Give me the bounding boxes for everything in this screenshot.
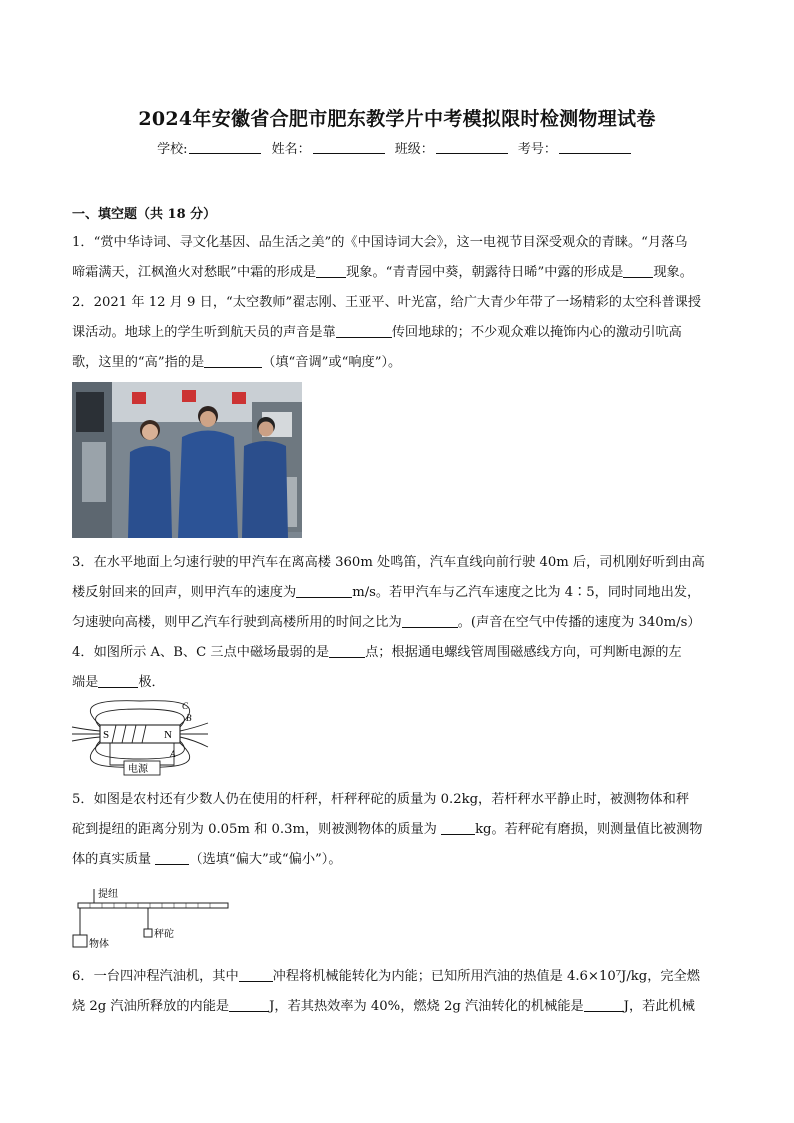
- section-heading: 一、填空题（共 18 分）: [72, 207, 217, 222]
- q5-line-2: [72, 815, 724, 845]
- q3-blank-1: [296, 584, 352, 598]
- question-2: [72, 288, 724, 378]
- q4-blank-2: [98, 674, 138, 688]
- q4-text-a: 4．如图所示 A、B、C 三点中磁场最弱的是: [72, 645, 330, 660]
- point-b-label: B: [186, 713, 192, 723]
- school-blank: [189, 141, 261, 154]
- q2-text-b: 课活动。地球上的学生听到航天员的声音是靠: [72, 325, 336, 340]
- q1-blank-1: [316, 264, 346, 278]
- object-label: 物体: [89, 939, 109, 950]
- name-label: 姓名：: [271, 142, 311, 157]
- q3-blank-2: [402, 614, 458, 628]
- pole-s-label: S: [103, 729, 110, 741]
- q6-text-e: J，若此机械: [623, 999, 695, 1014]
- question-3: [72, 548, 724, 638]
- q2-line-2: [72, 318, 724, 348]
- q5-text-e: （选填“偏大”或“偏小”）。: [189, 852, 342, 867]
- q5-line-3: [72, 845, 724, 875]
- number-blank: [559, 141, 631, 154]
- point-a-label: A: [170, 749, 176, 759]
- q5-text-d: 体的真实质量: [72, 852, 156, 867]
- field-line-mid: [96, 709, 185, 727]
- q2-line-3: [72, 348, 724, 378]
- q3-text-b: 楼反射回来的回声，则甲汽车的速度为: [72, 585, 297, 600]
- q1-text-b: 啼霜满天，江枫渔火对愁眠”中霜的形成是: [72, 265, 317, 280]
- beam: [78, 903, 228, 908]
- q5-text-c: kg。若秤砣有磨损，则测量值比被测物: [475, 822, 703, 837]
- q5-text-b: 砣到提纽的距离分别为 0.05m 和 0.3m，则被测物体的质量为: [72, 822, 442, 837]
- field-line-outer: [90, 701, 189, 725]
- q3-text-c: m/s。若甲汽车与乙汽车速度之比为 4∶5，同时同地出发，: [352, 585, 701, 600]
- q5-blank-2: [155, 851, 189, 865]
- q6-text-a: 6．一台四冲程汽油机，其中: [72, 969, 239, 984]
- q3-line-3: [72, 608, 724, 638]
- student-info-line: [0, 138, 794, 157]
- q1-blank-2: [623, 264, 653, 278]
- q2-blank-2: [204, 354, 262, 368]
- coil-windings: [112, 725, 146, 743]
- pole-n-label: N: [164, 729, 172, 741]
- class-label: 班级：: [394, 142, 434, 157]
- q6-line-1: [72, 962, 724, 992]
- q1-line-1: 1．“赏中华诗词、寻文化基因、品生活之美”的《中国诗词大会》，这一电视节目深受观众的青睐。“月落乌: [72, 235, 688, 250]
- q6-blank-2: [229, 998, 269, 1012]
- question-4: [72, 638, 724, 698]
- q3-text-d: 匀速驶向高楼，则甲乙汽车行驶到高楼所用的时间之比为: [72, 615, 402, 630]
- q6-line-2: [72, 992, 724, 1022]
- class-blank: [436, 141, 508, 154]
- number-label: 考号：: [517, 142, 557, 157]
- astronaut-photo: [72, 382, 302, 538]
- weight-block: [144, 929, 152, 937]
- q2-blank-1: [336, 324, 392, 338]
- object-box: [73, 935, 87, 947]
- question-6: [72, 962, 724, 1022]
- exam-title: 2024年安徽省合肥市肥东教学片中考模拟限时检测物理试卷: [138, 108, 656, 130]
- q2-text-e: （填“音调”或“响度”）。: [262, 355, 402, 370]
- question-1: [72, 228, 724, 288]
- q6-text-c: 烧 2g 汽油所释放的内能是: [72, 999, 230, 1014]
- power-source-label: 电源: [128, 764, 148, 775]
- q6-text-b: 冲程将机械能转化为内能；已知所用汽油的热值是 4.6×10⁷J/kg，完全燃: [272, 969, 700, 984]
- q4-line-1: [72, 638, 724, 668]
- q2-line-1: 2．2021 年 12 月 9 日，“太空教师”翟志刚、王亚平、叶光富，给广大青少年带了一场精彩的太空科普课授: [72, 295, 702, 310]
- q6-blank-3: [584, 998, 624, 1012]
- q6-text-d: J，若其热效率为 40%，燃烧 2g 汽油转化的机械能是: [269, 999, 584, 1014]
- q1-text-d: 现象。: [653, 265, 693, 280]
- q4-blank-1: [329, 644, 365, 658]
- question-5: [72, 785, 724, 875]
- q5-blank-1: [441, 821, 475, 835]
- q3-line-2: [72, 578, 724, 608]
- point-c-label: C: [182, 701, 189, 711]
- school-label: 学校:: [157, 142, 188, 157]
- q6-blank-1: [239, 968, 273, 982]
- knob-label: 提纽: [98, 889, 118, 900]
- steelyard-figure: [68, 885, 233, 955]
- weight-label: 秤砣: [154, 929, 174, 940]
- q3-text-e: 。(声音在空气中传播的速度为 340m/s）: [457, 615, 701, 630]
- q3-line-1: 3．在水平地面上匀速行驶的甲汽车在离高楼 360m 处鸣笛，汽车直线向前行驶 40m 后，司机刚好听到由高: [72, 555, 705, 570]
- q2-text-c: 传回地球的；不少观众难以掩饰内心的激动引吭高: [391, 325, 682, 340]
- q5-line-1: 5．如图是农村还有少数人仍在使用的杆秤，杆秤秤砣的质量为 0.2kg，若杆秤水平静止时，被测物体和秤: [72, 792, 690, 807]
- q1-line-2: [72, 258, 724, 288]
- name-blank: [313, 141, 385, 154]
- q4-text-d: 极．: [138, 675, 165, 690]
- solenoid-figure: [70, 697, 210, 782]
- q4-text-b: 点；根据通电螺线管周围磁感线方向，可判断电源的左: [365, 645, 682, 660]
- q4-text-c: 端是: [72, 675, 99, 690]
- q2-text-d: 歌，这里的“高”指的是: [72, 355, 205, 370]
- q1-text-c: 现象。“青青园中葵，朝露待日晞”中露的形成是: [346, 265, 624, 280]
- q4-line-2: [72, 668, 724, 698]
